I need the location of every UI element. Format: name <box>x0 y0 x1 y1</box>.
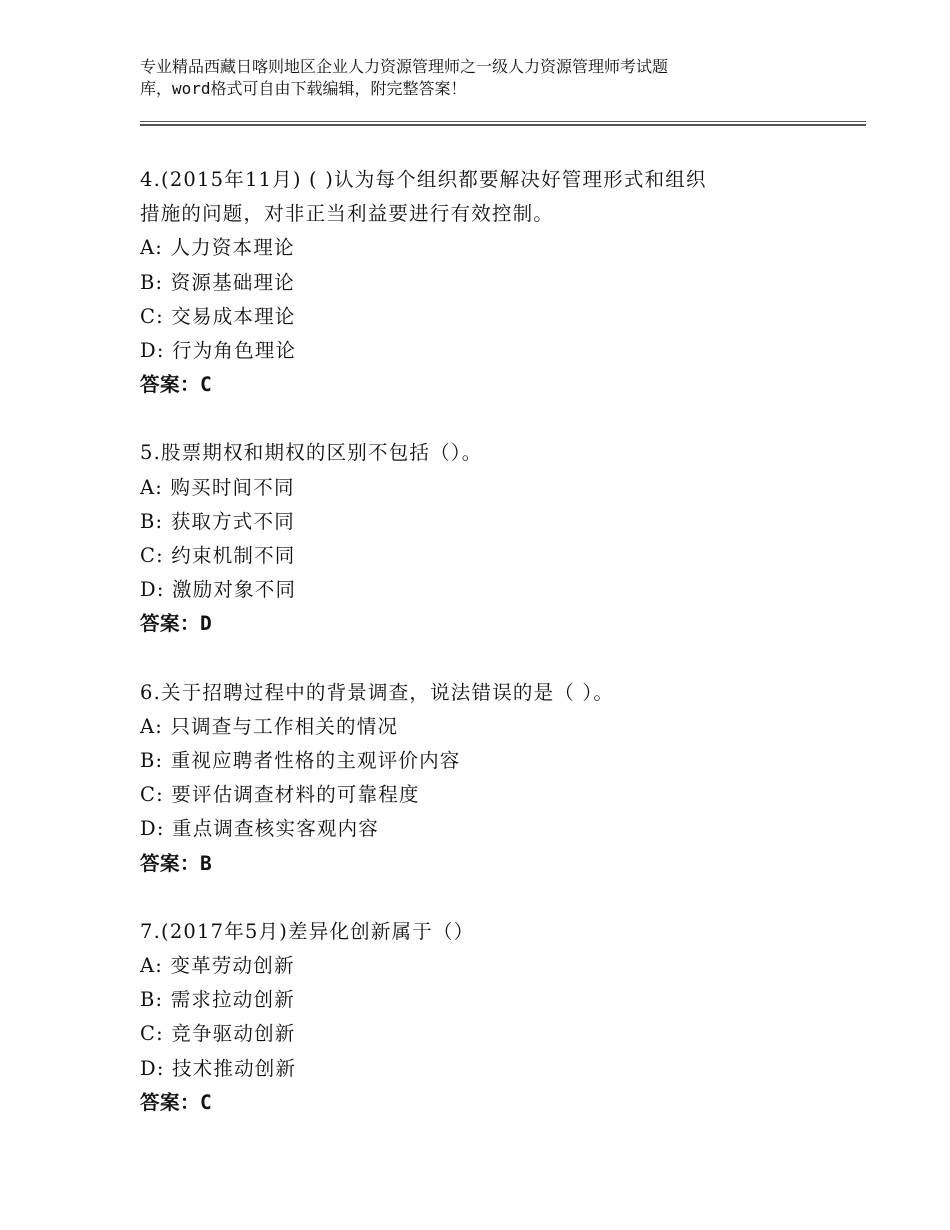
option-c: C: 约束机制不同 <box>140 544 296 568</box>
answer: 答案：D <box>140 612 213 636</box>
header-title-line-1: 专业精品西藏日喀则地区企业人力资源管理师之一级人力资源管理师考试题 <box>140 57 669 76</box>
option-b: B: 需求拉动创新 <box>140 988 295 1012</box>
option-a: A: 购买时间不同 <box>140 475 295 499</box>
question-4 <box>140 163 840 402</box>
question-text: 5.股票期权和期权的区别不包括（）。 <box>140 441 483 465</box>
option-b: B: 重视应聘者性格的主观评价内容 <box>140 749 461 773</box>
question-text: 4.(2015年11月) ( )认为每个组织都要解决好管理形式和组织 <box>140 168 707 191</box>
question-6 <box>140 676 840 881</box>
header-title-line-2: 库，word格式可自由下载编辑，附完整答案！ <box>140 79 467 98</box>
option-a: A: 人力资本理论 <box>140 236 295 260</box>
header-divider-thin <box>140 121 866 122</box>
option-d: D: 技术推动创新 <box>140 1056 297 1080</box>
option-b: B: 获取方式不同 <box>140 509 295 533</box>
question-text: 措施的问题，对非正当利益要进行有效控制。 <box>140 202 555 226</box>
answer: 答案：C <box>140 1090 213 1114</box>
option-a: A: 只调查与工作相关的情况 <box>140 714 399 738</box>
option-a: A: 变革劳动创新 <box>140 954 295 978</box>
option-b: B: 资源基础理论 <box>140 270 295 294</box>
option-d: D: 重点调查核实客观内容 <box>140 817 380 841</box>
question-text: 6.关于招聘过程中的背景调查，说法错误的是（ ）。 <box>140 680 615 704</box>
question-text: 7.(2017年5月)差异化创新属于（） <box>140 919 475 943</box>
question-5 <box>140 436 840 641</box>
option-c: C: 交易成本理论 <box>140 304 296 328</box>
answer: 答案：B <box>140 851 213 875</box>
option-d: D: 激励对象不同 <box>140 578 297 602</box>
question-7 <box>140 915 840 1120</box>
header-divider-thick <box>140 124 866 126</box>
option-c: C: 竞争驱动创新 <box>140 1022 296 1046</box>
question-list <box>140 163 840 1154</box>
document-header <box>140 56 800 100</box>
option-d: D: 行为角色理论 <box>140 339 297 363</box>
option-c: C: 要评估调查材料的可靠程度 <box>140 783 420 807</box>
answer: 答案：C <box>140 373 213 397</box>
